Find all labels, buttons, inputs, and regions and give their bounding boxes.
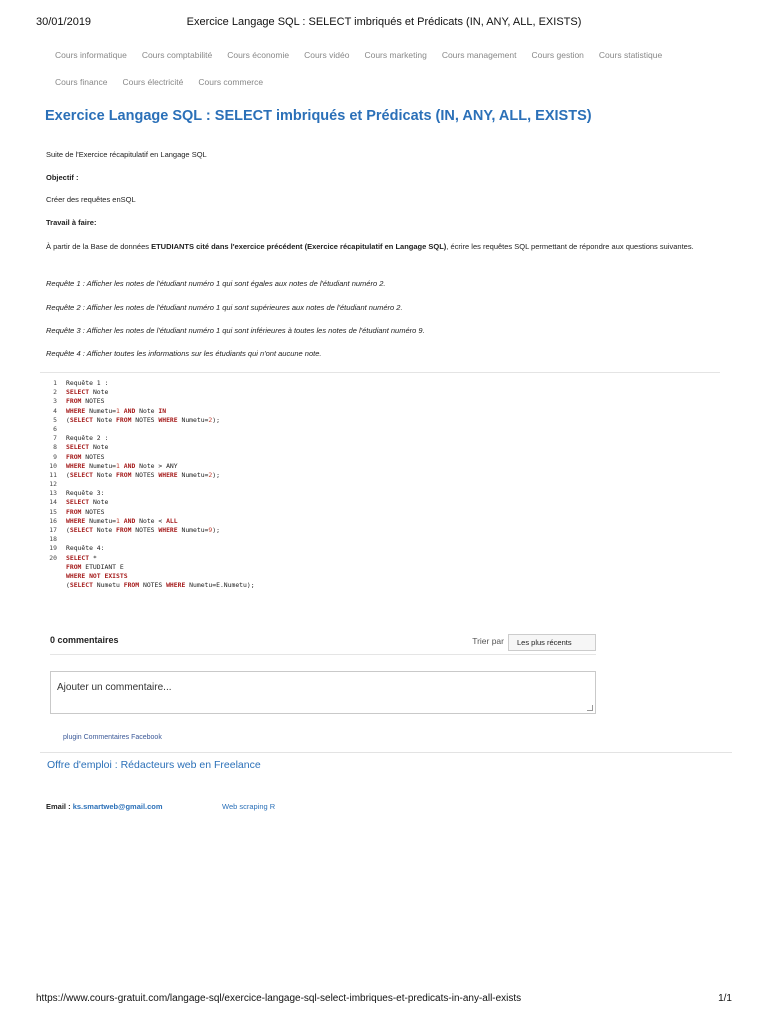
sql-keyword: FROM — [116, 526, 132, 534]
sql-text: ETUDIANT E — [81, 562, 124, 571]
sql-text: ); — [212, 526, 220, 534]
sql-keyword: WHERE — [66, 461, 86, 470]
line-number: 20 — [49, 553, 57, 562]
sql-text: Numetu= — [177, 415, 209, 424]
objectif-text: Créer des requêtes enSQL — [46, 195, 136, 204]
code-line — [40, 416, 720, 425]
print-footer — [36, 993, 732, 1007]
code-line — [40, 554, 720, 563]
nav-item[interactable]: Cours finance — [55, 77, 108, 87]
sql-text: Note — [92, 526, 117, 534]
nav-item[interactable]: Cours informatique — [55, 50, 127, 60]
sql-text: Note — [89, 388, 109, 397]
code-line — [40, 425, 720, 434]
sql-keyword: FROM — [116, 470, 132, 479]
travail-post: , écrire les requêtes SQL permettant de répondre aux questions suivantes. — [446, 242, 694, 251]
sql-text: Requête 2 : — [66, 434, 109, 443]
code-line — [40, 471, 720, 480]
sql-keyword: FROM — [123, 581, 140, 590]
comments-divider — [50, 654, 596, 655]
sql-number: 1 — [116, 516, 120, 525]
sql-keyword: SELECT — [69, 415, 93, 424]
requete-2: Requête 2 : Afficher les notes de l'étudiant numéro 1 qui sont supérieures aux notes de l'étudiant numéro 2. — [46, 303, 403, 312]
nav-item[interactable]: Cours économie — [227, 50, 290, 60]
sql-keyword: WHERE — [158, 526, 178, 534]
facebook-plugin-link[interactable]: plugin Commentaires Facebook — [63, 734, 162, 741]
sql-keyword: FROM — [66, 562, 82, 571]
sort-label: Trier par — [472, 636, 504, 646]
sort-select[interactable]: Les plus récents — [508, 634, 596, 651]
sql-text: ); — [212, 470, 220, 479]
sql-keyword: IN — [158, 406, 167, 415]
code-line — [40, 434, 720, 443]
sql-text: Numetu= — [85, 406, 117, 415]
sql-text: Numetu= — [177, 470, 209, 479]
code-line — [40, 535, 720, 544]
email-line — [46, 802, 163, 811]
line-number: 4 — [53, 406, 57, 415]
sql-text: NOTES — [131, 526, 159, 534]
sql-keyword: SELECT — [69, 470, 93, 479]
email-label: Email : — [46, 802, 73, 811]
sql-text: ( — [66, 415, 70, 424]
line-number: 18 — [49, 535, 57, 544]
nav-item[interactable]: Cours marketing — [364, 50, 427, 60]
line-number: 3 — [53, 397, 57, 406]
travail-heading: Travail à faire: — [46, 218, 97, 227]
web-scraping-link[interactable]: Web scraping R — [222, 802, 276, 811]
line-number: 9 — [53, 452, 57, 461]
sql-text: Note — [92, 415, 117, 424]
sql-number: 1 — [116, 461, 120, 470]
travail-pre: À partir de la Base de données — [46, 242, 152, 251]
code-line — [40, 508, 720, 517]
sql-keyword: SELECT — [66, 553, 90, 562]
sql-number: 2 — [208, 415, 213, 424]
objectif-heading: Objectif : — [46, 173, 79, 182]
code-line — [40, 480, 720, 489]
page-number: 1/1 — [718, 993, 732, 1004]
sql-keyword: FROM — [116, 415, 132, 424]
line-number: 11 — [49, 470, 57, 479]
print-header — [36, 16, 732, 32]
code-line — [40, 489, 720, 498]
sql-keyword: WHERE — [166, 581, 186, 590]
line-number: 13 — [49, 489, 57, 498]
comment-placeholder: Ajouter un commentaire... — [57, 682, 172, 693]
code-line — [40, 407, 720, 416]
sql-keyword: FROM — [66, 452, 82, 461]
line-number: 15 — [49, 507, 57, 516]
sql-code-block — [40, 372, 720, 594]
sql-keyword: SELECT — [69, 581, 93, 590]
line-number: 7 — [53, 434, 57, 443]
sql-text: ( — [66, 526, 70, 534]
sql-text: Requête 1 : — [66, 379, 109, 387]
sql-text: NOTES — [81, 452, 105, 461]
sql-text: Note — [89, 498, 109, 507]
print-date: 30/01/2019 — [36, 16, 92, 28]
sql-keyword: WHERE — [158, 415, 178, 424]
line-number: 19 — [49, 544, 57, 553]
intro-text-content: Suite de l'Exercice récapitulatif en Langage SQL — [46, 150, 207, 159]
sql-text: Numetu= — [85, 516, 117, 525]
requete-1: Requête 1 : Afficher les notes de l'étudiant numéro 1 qui sont égales aux notes de l'étudiant numéro 2. — [46, 279, 386, 288]
sql-keyword: FROM — [66, 507, 82, 516]
code-line — [40, 517, 720, 526]
email-link[interactable]: ks.smartweb@gmail.com — [72, 802, 163, 811]
line-number: 14 — [49, 498, 57, 507]
sql-keyword: FROM — [66, 397, 82, 406]
nav-item[interactable]: Cours vidéo — [304, 50, 350, 60]
sql-text: ( — [66, 470, 70, 479]
nav-item[interactable]: Cours management — [441, 50, 517, 60]
sql-keyword: WHERE — [66, 406, 86, 415]
sql-number: 2 — [208, 470, 213, 479]
print-url: https://www.cours-gratuit.com/langage-sql/exercice-langage-sql-select-imbriques-et-predicats-in-any-all-exists — [36, 993, 522, 1004]
line-number: 5 — [53, 415, 57, 424]
sql-keyword: SELECT — [66, 498, 90, 507]
sql-text: ( — [66, 581, 70, 590]
sql-keyword: SELECT — [66, 443, 90, 452]
print-title: Exercice Langage SQL : SELECT imbriqués et Prédicats (IN, ANY, ALL, EXISTS) — [186, 16, 582, 28]
requete-4: Requête 4 : Afficher toutes les informations sur les étudiants qui n'ont aucune note. — [46, 349, 322, 358]
line-number: 10 — [49, 461, 57, 470]
nav-item[interactable]: Cours électricité — [122, 77, 184, 87]
nav-item[interactable]: Cours commerce — [198, 77, 264, 87]
line-number: 6 — [53, 424, 57, 433]
nav-item[interactable]: Cours gestion — [531, 50, 584, 60]
facebook-comments — [40, 628, 608, 758]
sql-keyword: WHERE — [66, 516, 86, 525]
nav-item[interactable]: Cours comptabilité — [141, 50, 213, 60]
sql-text: * — [89, 553, 97, 562]
sql-number: 1 — [116, 406, 120, 415]
nav-item[interactable]: Cours statistique — [598, 50, 663, 60]
intro-text — [46, 150, 728, 160]
category-nav — [48, 42, 728, 96]
code-line — [40, 526, 720, 535]
page-title: Exercice Langage SQL : SELECT imbriqués et Prédicats (IN, ANY, ALL, EXISTS) — [45, 108, 592, 124]
line-number: 1 — [53, 379, 57, 387]
sql-text: Numetu — [92, 581, 124, 590]
code-line — [40, 443, 720, 452]
code-line — [40, 581, 720, 590]
sql-text: Note — [135, 406, 159, 415]
line-number: 16 — [49, 516, 57, 525]
code-line — [40, 544, 720, 553]
sql-text: Numetu= — [177, 526, 209, 534]
sql-text: Requête 4: — [66, 544, 105, 553]
sql-keyword: AND — [123, 461, 136, 470]
sql-text: NOTES — [81, 507, 105, 516]
sql-text: Note < — [135, 516, 167, 525]
code-line — [40, 388, 720, 397]
line-number: 2 — [53, 388, 57, 397]
sql-keyword: WHERE NOT EXISTS — [66, 571, 128, 580]
resize-grip-icon[interactable] — [587, 705, 593, 711]
travail-bold: ETUDIANTS cité dans l'exercice précédent (Exercice récapitulatif en Langage SQL) — [151, 242, 447, 251]
code-line — [40, 572, 720, 581]
comments-count: 0 commentaires — [50, 635, 119, 645]
section-divider — [40, 752, 732, 753]
sql-text: NOTES — [139, 581, 167, 590]
code-line — [40, 498, 720, 507]
sql-text: Numetu=E.Numetu); — [185, 581, 255, 590]
offre-link[interactable]: Offre d'emploi : Rédacteurs web en Freelance — [47, 759, 261, 771]
line-number: 12 — [49, 480, 57, 489]
line-number: 17 — [49, 526, 57, 534]
requete-3: Requête 3 : Afficher les notes de l'étudiant numéro 1 qui sont inférieures à toutes les notes de l'étudiant numéro 9. — [46, 326, 425, 335]
sql-text: Numetu= — [85, 461, 117, 470]
sql-keyword: WHERE — [158, 470, 178, 479]
code-line — [40, 379, 720, 388]
sql-keyword: ALL — [166, 516, 178, 525]
sql-keyword: SELECT — [69, 526, 93, 534]
sql-text: NOTES — [81, 397, 105, 406]
line-number: 8 — [53, 443, 57, 452]
code-line — [40, 453, 720, 462]
sql-keyword: SELECT — [66, 388, 90, 397]
code-line — [40, 462, 720, 471]
sql-keyword: AND — [123, 406, 136, 415]
sql-text: Note — [92, 470, 117, 479]
sql-text: NOTES — [131, 415, 159, 424]
sql-text: Note > ANY — [135, 461, 178, 470]
sql-number: 9 — [208, 526, 213, 534]
sql-keyword: AND — [123, 516, 136, 525]
sql-text: Note — [89, 443, 109, 452]
comment-input[interactable] — [50, 671, 596, 714]
sql-text: NOTES — [131, 470, 159, 479]
code-line — [40, 563, 720, 572]
sql-text: ); — [212, 415, 220, 424]
sql-text: Requête 3: — [66, 489, 105, 498]
travail-text — [46, 242, 728, 252]
code-line — [40, 397, 720, 406]
